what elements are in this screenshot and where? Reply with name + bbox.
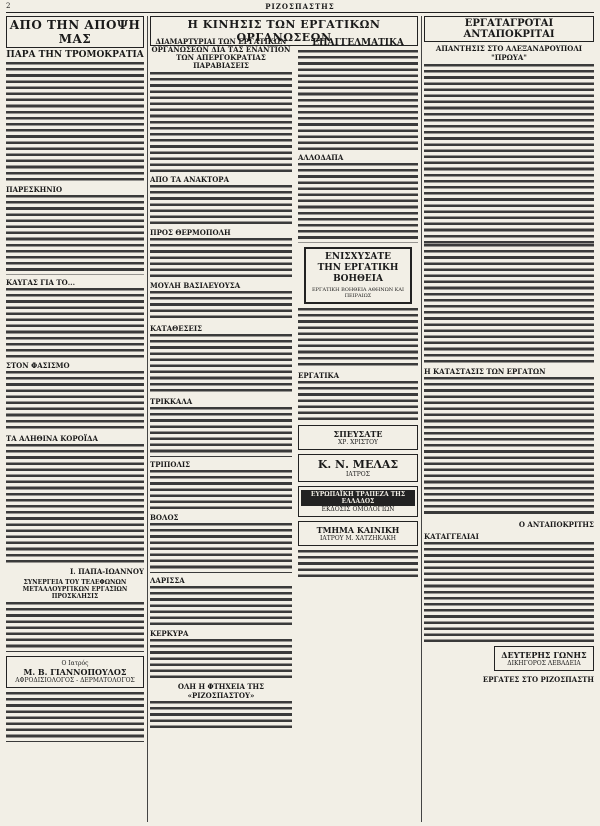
ad-line: Μ. Β. ΓΙΑΝΝΟΠΟΥΛΟΣ [23,667,127,677]
opinion-headline: ΠΑΡΑ ΤΗΝ ΤΡΟΜΟΚΡΑΤΙΑ [6,50,144,60]
section-label: ΛΑΡΙΣΣΑ [150,576,185,585]
article-text [150,185,292,225]
article-text [6,62,144,182]
article-text [424,244,594,364]
section-label: ΑΠΟ ΤΑ ΑΝΑΚΤΟΡΑ [150,175,229,184]
section-label: ΕΡΓΑΤΙΚΑ [298,371,339,380]
column-professional [298,36,418,822]
ad-line: Κ. Ν. ΜΕΛΑΣ [317,458,399,471]
clinic-ad [298,521,418,546]
ad-line: Ο Ιατρός [61,660,89,667]
section-label: ΤΡΙΚΚΑΛΑ [150,397,193,406]
ad-line: ΔΙΚΗΓΟΡΟΣ ΛΕΒΑΔΕΙΑ [507,660,581,667]
section-label: ΚΑΥΓΑΣ ΓΙΑ ΤΟ... [6,278,76,287]
notice-title: ΣΥΝΕΡΓΕΙΑ ΤΟΥ ΤΕΛΕΦΩΝΩΝ ΜΕΤΑΛΛΟΥΡΓΙΚΩΝ ΕΡΓΑΣΙΩΝ ΠΡΟΣΚΛΗΣΙΣ [22,579,128,600]
article-text [6,444,144,564]
article-text [298,381,418,421]
ad-line: ΙΑΤΡΟΣ [346,471,370,478]
column-divider [421,16,422,822]
section-label: ΠΡΟΣ ΘΕΡΜΟΠΟΛΗ [150,228,231,237]
article-text [424,542,594,642]
article-text [6,692,144,742]
aid-line: ΤΗΝ ΕΡΓΑΤΙΚΗ [317,263,399,273]
bank-ad [298,486,418,517]
article-text [424,377,594,517]
section-label: ΒΟΛΟΣ [150,513,179,522]
labor-headline: ΔΙΑΜΑΡΤΥΡΙΑΙ ΤΩΝ ΕΡΓΑΤΙΚΩΝ ΟΡΓΑΝΩΣΕΩΝ ΔΙΑ ΤΑΣ ΕΝΑΝΤΙΟΝ ΤΩΝ ΑΠΕΡΓΟΚΡΑΤΙΑΣ ΠΑΡΑΒΙΑΣΕΙΣ [151,37,291,70]
doctor-ad [298,454,418,482]
column-divider [147,16,148,822]
article-text [6,602,144,652]
column-opinion [6,16,144,822]
classified-ad [298,425,418,450]
aid-line: ΒΟΗΘΕΙΑ [333,274,383,284]
footer-note: ΕΡΓΑΤΕΣ ΣΤΟ ΡΙΖΟΣΠΑΣΤΗ [482,675,594,684]
doctor-ad [6,656,144,688]
signature: Ι. ΠΑΠΑ-ΙΩΑΝΝΟΥ [70,567,144,576]
lawyer-ad [494,646,594,671]
ad-line: ΣΠΕΥΣΑΤΕ [333,429,383,439]
section-label: ΜΟΥΛΗ ΒΑΣΙΛΕΥΟΥΣΑ [150,281,241,290]
column-correspondents [424,16,594,822]
workers-aid-box [304,247,412,304]
correspondents-headline: ΑΠΑΝΤΗΣΙΣ ΣΤΟ ΑΛΕΞΑΝΔΡΟΥΠΟΛΙ "ΠΡΩΥΑ" [435,44,583,62]
ad-line: ΔΕΥΤΕΡΗΣ ΓΩΝΗΣ [501,650,587,660]
section-label: ΚΑΤΑΘΕΣΕΙΣ [150,324,203,333]
ad-line: ΧΡ. ΧΡΙΣΤΟΥ [338,439,378,446]
opinion-box-title: ΑΠΟ ΤΗΝ ΑΠΟΨΗ ΜΑΣ [6,16,144,48]
ad-line: ΕΥΡΩΠΑΪΚΗ ΤΡΑΠΕΖΑ ΤΗΣ ΕΛΛΑΔΟΣ [301,490,415,506]
article-text [6,195,144,275]
page-number: 2 [6,2,11,10]
section-label: ΤΡΙΠΟΛΙΣ [150,460,191,469]
correspondents-title: ΕΡΓΑΤΑΓΡΟΤΑΙ ΑΝΤΑΠΟΚΡΙΤΑΙ [424,16,594,42]
section-label: ΤΑ ΑΛΗΘΙΝΑ ΚΟΡΟΪΔΑ [6,434,98,443]
article-text [6,288,144,358]
ad-line: ΙΑΤΡΟΥ Μ. ΧΑΤΖΗΚΑΚΗ [319,535,397,542]
article-text [150,701,292,731]
page-header [6,2,594,11]
signature: Ο ΑΝΤΑΠΟΚΡΙΤΗΣ [518,520,594,529]
ad-line: ΤΜΗΜΑ ΚΑΙΝΙΚΗ [316,525,400,535]
article-text [6,371,144,431]
article-text [150,523,292,573]
labor-section-title: Η ΚΙΝΗΣΙΣ ΤΩΝ ΕΡΓΑΤΙΚΩΝ ΟΡΓΑΝΩΣΕΩΝ [150,16,418,46]
article-text [298,163,418,243]
section-label: ΚΑΤΑΓΓΕΛΙΑΙ [424,532,479,541]
article-text [150,238,292,278]
article-text [150,586,292,626]
ad-line: ΕΚΔΟΣΙΣ ΟΜΟΛΟΓΙΩΝ [321,506,395,513]
aid-line: ΕΡΓΑΤΙΚΗ ΒΟΗΘΕΙΑ ΑΘΗΝΩΝ ΚΑΙ ΠΕΙΡΑΙΩΣ [311,287,405,299]
section-label: Η ΚΑΤΑΣΤΑΣΙΣ ΤΩΝ ΕΡΓΑΤΩΝ [424,367,546,376]
article-text [150,334,292,394]
section-label: ΠΑΡΕΣΚΗΝΙΟ [6,185,63,194]
column-labor [150,36,292,822]
article-text [150,72,292,172]
article-text [150,407,292,457]
article-text [298,308,418,368]
aid-line: ΕΝΙΣΧΥΣΑΤΕ [325,252,391,262]
masthead: ΡΙΖΟΣΠΑΣΤΗΣ [265,2,335,11]
article-text [150,470,292,510]
section-label: ΑΛΛΟΔΑΠΑ [298,153,344,162]
classified-title: ΟΛΗ Η ΦΤΗΧΕΙΑ ΤΗΣ «ΡΙΖΟΣΠΑΣΤΟΥ» [177,682,265,700]
article-text [298,50,418,150]
section-label: ΚΕΡΚΥΡΑ [150,629,189,638]
ad-line: ΑΦΡΟΔΙΣΙΟΛΟΓΟΣ - ΔΕΡΜΑΤΟΛΟΓΟΣ [15,677,135,684]
article-text [150,291,292,321]
article-text [424,64,594,244]
header-rule [6,12,594,13]
article-text [298,550,418,580]
article-text [150,639,292,679]
section-label: ΣΤΟΝ ΦΑΣΙΣΜΟ [6,361,70,370]
professional-headline: ΕΠΑΓΓΕΛΜΑΤΙΚΑ [312,38,404,48]
